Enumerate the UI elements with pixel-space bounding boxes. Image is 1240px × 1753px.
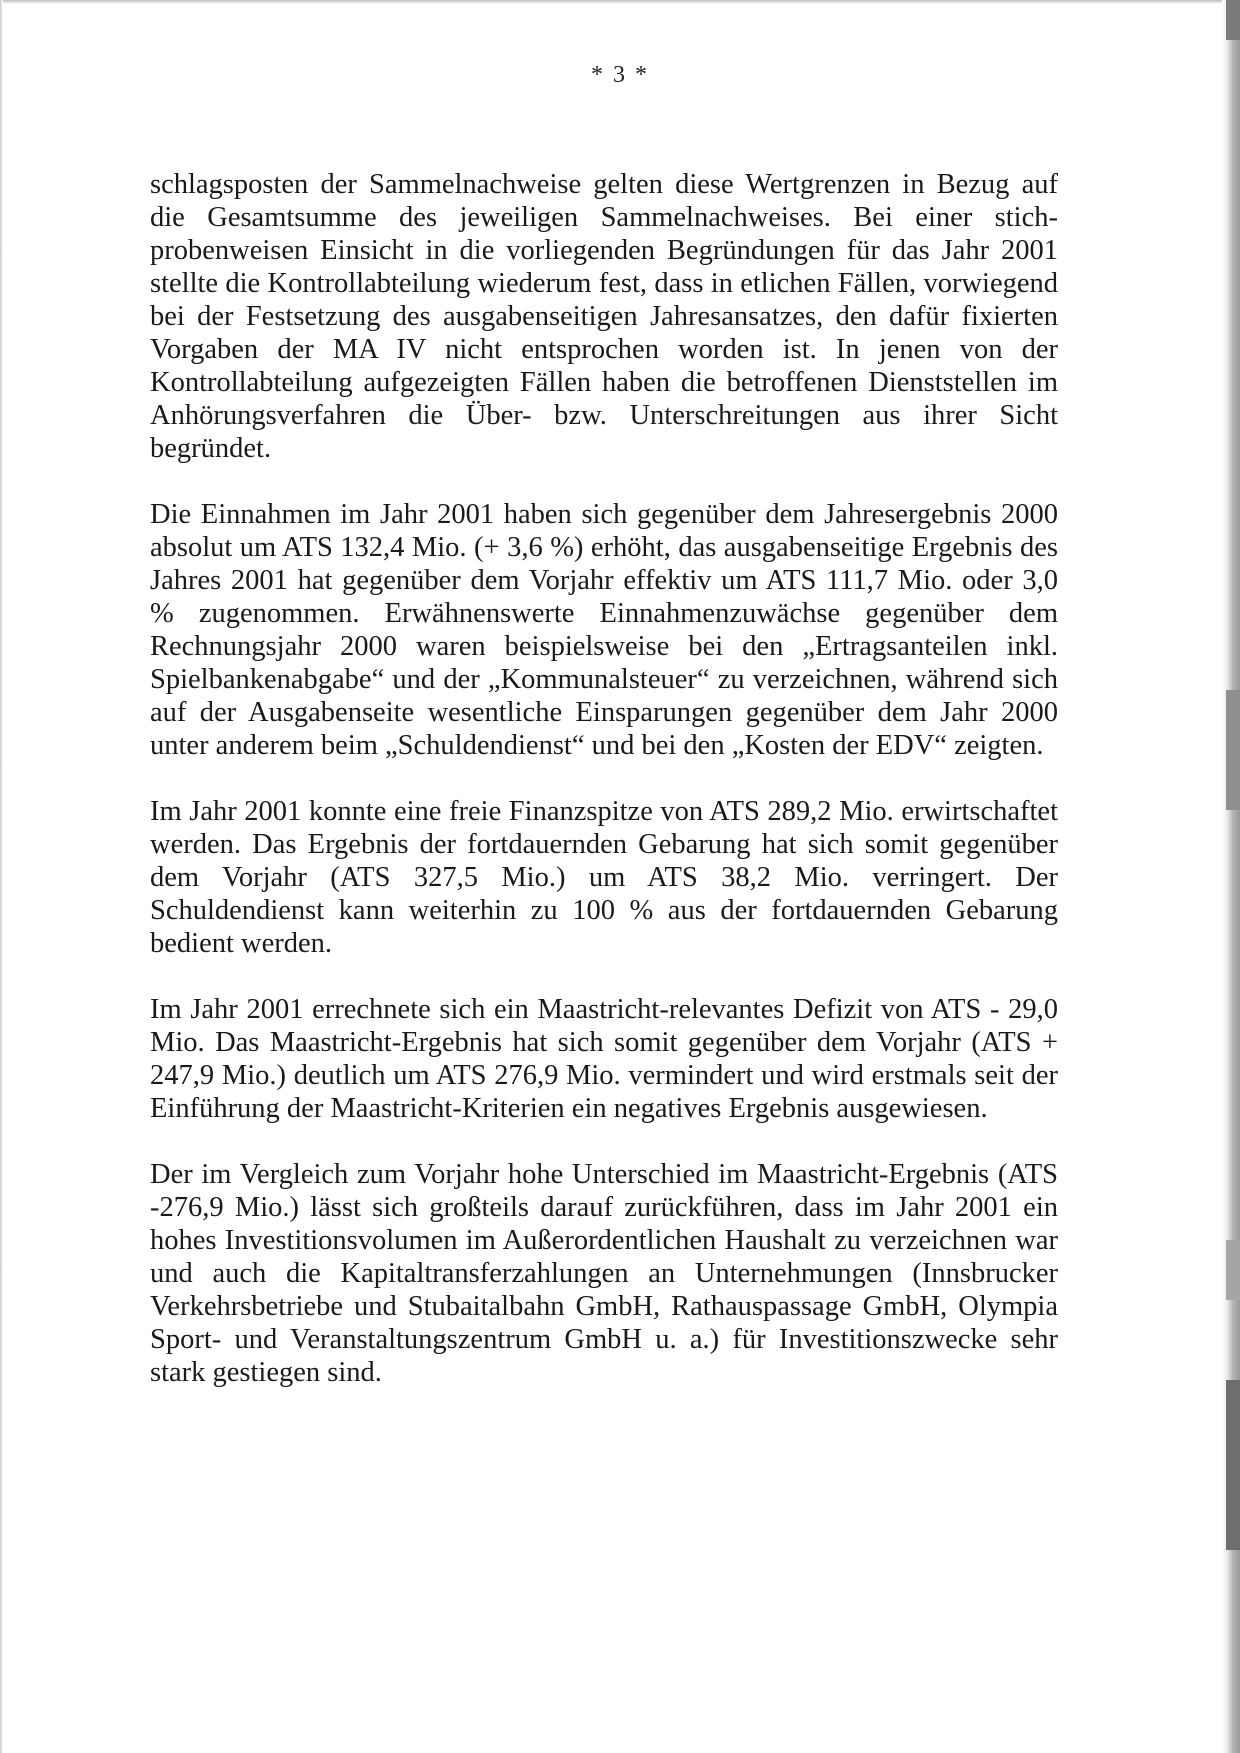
paragraph: Der im Vergleich zum Vorjahr hohe Unterschied im Maastricht-Ergebnis (ATS -276,9 Mio.) lässt sich großteils darauf zurückführen, dass im Jahr 2001 ein hohes Investitionsvolumen im Außerordentlichen Haushalt zu verzeichnen war und auch die Kapitaltransferzahlungen an Unternehmungen (Innsbrucker Verkehrsbetriebe und Stubaitalbahn GmbH, Rathauspassage GmbH, Olympia Sport- und Veranstaltungszentrum GmbH u. a.) für Investitionszwecke sehr stark gestiegen sind. [150, 1159, 1058, 1388]
document-body [150, 168, 1058, 1422]
paragraph: Im Jahr 2001 errechnete sich ein Maastricht-relevantes Defizit von ATS - 29,0 Mio. Das Maastricht-Ergebnis hat sich somit gegenüber dem Vorjahr (ATS + 247,9 Mio.) deutlich um ATS 276,9 Mio. vermindert und wird erstmals seit der Einführung der Maastricht-Kriterien ein negatives Ergebnis ausgewiesen. [150, 994, 1058, 1124]
paragraph: Die Einnahmen im Jahr 2001 haben sich gegenüber dem Jahresergebnis 2000 absolut um ATS 132,4 Mio. (+ 3,6 %) erhöht, das ausgabenseitige Ergebnis des Jahres 2001 hat gegenüber dem Vorjahr effektiv um ATS 111,7 Mio. oder 3,0 % zugenommen. Erwähnenswerte Einnahmenzuwächse gegenüber dem Rechnungsjahr 2000 waren beispielsweise bei den „Ertragsanteilen inkl. Spielbankenabgabe“ und der „Kommunalsteuer“ zu verzeichnen, während sich auf der Ausgabenseite wesentliche Einsparungen gegenüber dem Jahr 2000 unter anderem beim „Schuldendienst“ und bei den „Kosten der EDV“ zeigten. [150, 499, 1058, 761]
scan-edge-left [0, 0, 3, 1753]
page-number: * 3 * [591, 62, 649, 88]
scan-edge-band [1226, 1380, 1240, 1550]
scan-edge-band [1226, 1240, 1240, 1300]
scan-edge-band [1226, 0, 1240, 40]
paragraph: Im Jahr 2001 konnte eine freie Finanzspitze von ATS 289,2 Mio. erwirtschaftet werden. Das Ergebnis der fortdauernden Gebarung hat sich somit gegenüber dem Vorjahr (ATS 327,5 Mio.) um ATS 38,2 Mio. verringert. Der Schuldendienst kann weiterhin zu 100 % aus der fortdauernden Gebarung bedient werden. [150, 796, 1058, 959]
scan-edge-top [0, 0, 1240, 4]
paragraph: schlagsposten der Sammelnachweise gelten diese Wertgrenzen in Bezug auf die Gesamtsumme des jeweiligen Sammelnachweises. Bei einer stichprobenweisen Einsicht in die vorliegenden Begründungen für das Jahr 2001 stellte die Kontrollabteilung wiederum fest, dass in etlichen Fällen, vorwiegend bei der Festsetzung des ausgabenseitigen Jahresansatzes, den dafür fixierten Vorgaben der MA IV nicht entsprochen worden ist. In jenen von der Kontrollabteilung aufgezeigten Fällen haben die betroffenen Dienststellen im Anhörungsverfahren die Über- bzw. Unterschreitungen aus ihrer Sicht begründet. [150, 169, 1058, 464]
scan-edge-band [1226, 690, 1240, 810]
